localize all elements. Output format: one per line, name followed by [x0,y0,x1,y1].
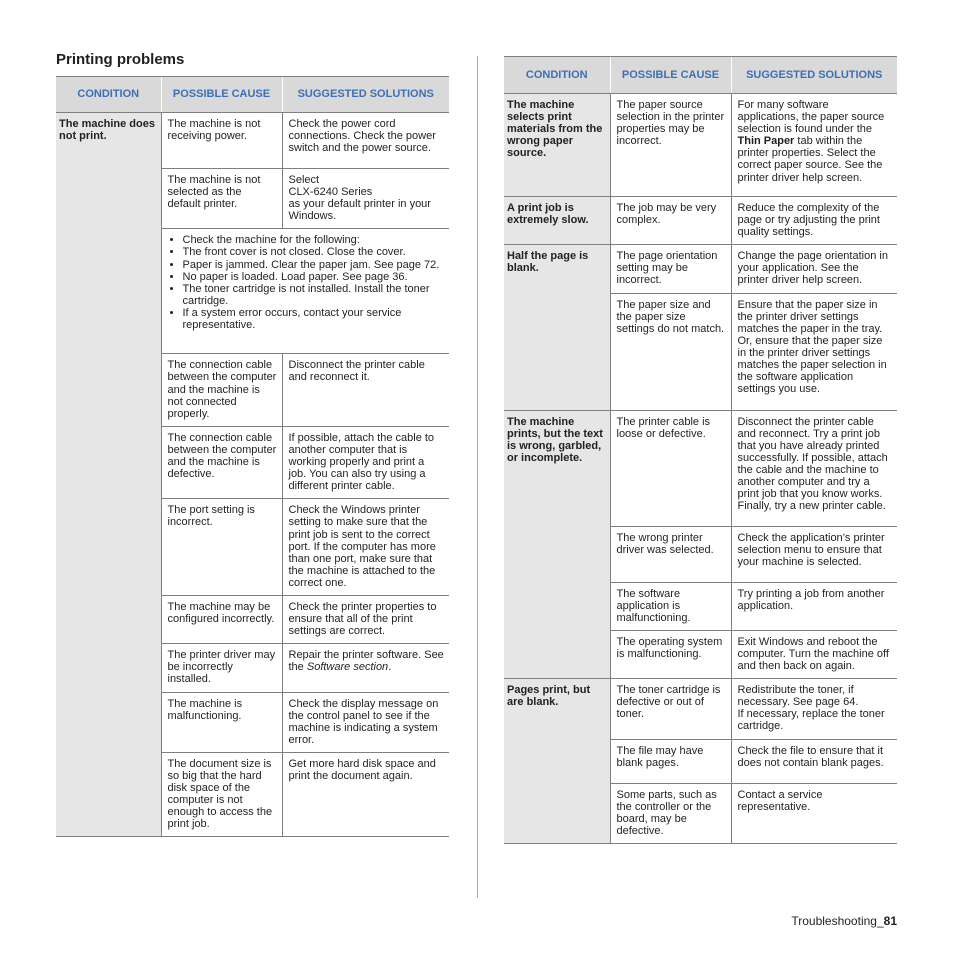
solution-line: If necessary, replace the toner cartridge. [737,708,885,733]
header-suggested-solutions: SUGGESTED SOLUTIONS [282,77,449,113]
section-title: Printing problems [56,51,185,68]
cause-cell: The port setting is incorrect. [161,499,282,596]
checklist-item: • If a system error occurs, contact your service representative. [183,307,445,331]
condition-cell: A print job is extremely slow. [504,197,610,245]
solution-cell: Change the page orientation in your application. See the printer driver help screen. [731,245,897,293]
condition-cell: The machine selects print materials from the wrong paper source. [504,94,610,197]
condition-cell: The machine does not print. [56,113,161,837]
checklist-item: • Paper is jammed. Clear the paper jam. See page 72. [183,259,445,271]
checklist-item: • No paper is loaded. Load paper. See page 36. [183,271,445,283]
solution-cell: Get more hard disk space and print the document again. [282,752,449,837]
header-possible-cause: POSSIBLE CAUSE [161,77,282,113]
header-condition: CONDITION [56,77,161,113]
cause-cell: The connection cable between the computer and the machine is not connected properly. [161,354,282,426]
printing-problems-table-right [504,56,897,844]
page-footer [791,914,897,928]
software-section-reference: Software section [306,661,389,674]
solution-cell: Disconnect the printer cable and reconnect it. [282,354,449,426]
condition-cell: The machine prints, but the text is wrong, garbled, or incomplete. [504,410,610,679]
solution-cell: Check the Windows printer setting to make sure that the print job is sent to the correct port. If the computer has more than one port, make sure that the machine is attached to the correct one. [282,499,449,596]
column-divider [477,56,478,898]
solution-cell: Check the file to ensure that it does not contain blank pages. [731,739,897,783]
cause-cell: The printer driver may be incorrectly installed. [161,644,282,692]
condition-cell: Half the page is blank. [504,245,610,410]
cause-cell: The printer cable is loose or defective. [610,410,731,526]
footer-section-label: Troubleshooting_ [791,914,884,928]
cause-cell: The machine is malfunctioning. [161,692,282,752]
checklist [168,234,445,331]
solution-cell [282,169,449,229]
cause-cell: The document size is so big that the hard disk space of the computer is not enough to access the print job. [161,752,282,837]
header-condition: CONDITION [504,57,610,94]
cause-cell: The job may be very complex. [610,197,731,245]
thin-paper-tab-name: Thin Paper [737,135,795,148]
cause-cell: The machine may be configured incorrectly. [161,595,282,643]
checklist-cell [161,229,449,354]
checklist-item: • The toner cartridge is not installed. Install the toner cartridge. [183,283,445,307]
checklist-item: • The front cover is not closed. Close the cover. [183,246,445,258]
solution-text: tab within the printer properties. Select the correct paper source. See the printer driver help screen. [737,135,883,184]
solution-line: Or, ensure that the paper size in the printer driver settings matches the paper selection in the software application settings you use. [737,334,887,396]
solution-cell: Check the printer properties to ensure that all of the print settings are correct. [282,595,449,643]
solution-line: CLX-6240 Series [288,186,373,199]
cause-cell: The file may have blank pages. [610,739,731,783]
solution-text: Repair the printer software. See the [288,649,444,674]
solution-cell: Check the display message on the control panel to see if the machine is indicating a system error. [282,692,449,752]
solution-cell: Check the application’s printer selection menu to ensure that your machine is selected. [731,526,897,582]
solution-line: as your default printer in your Windows. [288,198,431,223]
condition-cell: Pages print, but are blank. [504,679,610,844]
cause-cell: The paper size and the paper size settings do not match. [610,293,731,410]
solution-cell [731,679,897,739]
cause-cell: The operating system is malfunctioning. [610,630,731,678]
cause-cell: The software application is malfunctioning. [610,582,731,630]
cause-cell: The paper source selection in the printer properties may be incorrect. [610,94,731,197]
solution-cell: Try printing a job from another application. [731,582,897,630]
solution-line: Redistribute the toner, if necessary. See page 64. [737,684,859,709]
solution-cell: Reduce the complexity of the page or try adjusting the print quality settings. [731,197,897,245]
page-number: 81 [883,914,897,928]
solution-cell [282,644,449,692]
cause-cell: The page orientation setting may be incorrect. [610,245,731,293]
printing-problems-table-left [56,76,449,837]
checklist-item: • Check the machine for the following: [183,234,445,246]
solution-cell: Check the power cord connections. Check the power switch and the power source. [282,113,449,169]
solution-cell [731,94,897,197]
solution-cell: Contact a service representative. [731,783,897,843]
cause-cell: The machine is not selected as the default printer. [161,169,282,229]
cause-cell: The toner cartridge is defective or out of toner. [610,679,731,739]
solution-cell: If possible, attach the cable to another computer that is working properly and print a job. You can also try using a different printer cable. [282,426,449,498]
cause-cell: The connection cable between the computer and the machine is defective. [161,426,282,498]
cause-cell: Some parts, such as the controller or the board, may be defective. [610,783,731,843]
cause-cell: The wrong printer driver was selected. [610,526,731,582]
header-possible-cause: POSSIBLE CAUSE [610,57,731,94]
solution-cell: Exit Windows and reboot the computer. Turn the machine off and then back on again. [731,630,897,678]
solution-cell: Disconnect the printer cable and reconnect. Try a print job that you have already printed successfully. If possible, attach the cable and the machine to another computer and try a print job that you know works. Finally, try a new printer cable. [731,410,897,526]
header-suggested-solutions: SUGGESTED SOLUTIONS [731,57,897,94]
cause-cell: The machine is not receiving power. [161,113,282,169]
solution-line: Ensure that the paper size in the printer driver settings matches the paper in the tray. [737,298,883,335]
solution-cell [731,293,897,410]
solution-line: Select [288,174,320,186]
solution-text: . [388,661,392,674]
solution-text: For many software applications, the paper source selection is found under the [737,99,885,136]
